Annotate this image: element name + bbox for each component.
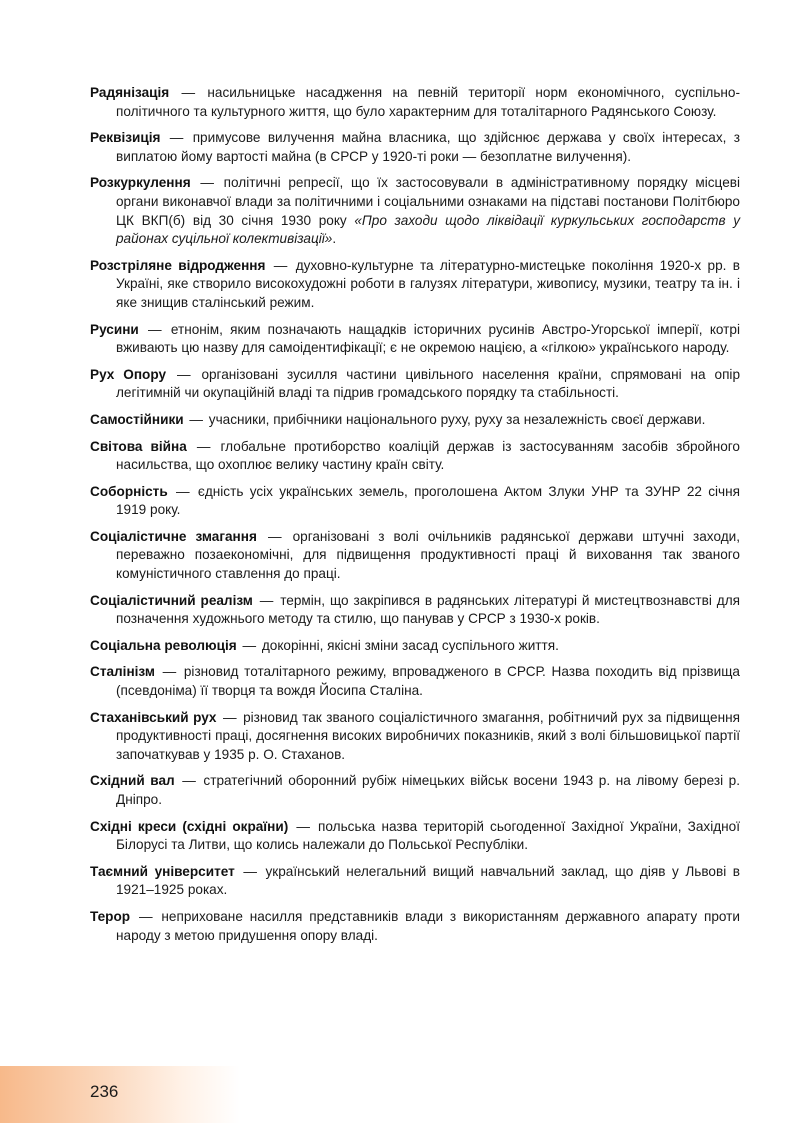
glossary-definition: докорінні, якісні зміни засад суспільного життя.	[261, 637, 559, 653]
glossary-term: Таємний університет	[90, 863, 235, 879]
glossary-entry	[90, 411, 740, 430]
glossary-term: Соціальна революція	[90, 637, 237, 653]
glossary-list	[90, 84, 740, 953]
glossary-definition: політичні репресії, що їх застосовували в адміністративному порядку місцеві органи виконавчої влади за політичними і соціальними ознаками на підставі постанови Політбюро ЦК ВКП(б) від 30 січня 1930 року	[116, 175, 740, 228]
em-dash: —	[181, 85, 196, 100]
em-dash: —	[200, 175, 214, 191]
glossary-term: Соборність	[90, 483, 168, 499]
em-dash: —	[182, 773, 196, 789]
em-dash: —	[242, 637, 257, 653]
glossary-entry	[90, 663, 740, 700]
glossary-entry	[90, 129, 740, 166]
em-dash: —	[259, 592, 274, 608]
glossary-term: Рух Опору	[90, 366, 167, 382]
glossary-entry	[90, 366, 740, 403]
glossary-entry	[90, 818, 740, 855]
glossary-definition-tail: .	[332, 231, 337, 247]
glossary-definition: організовані зусилля частини цивільного населення країни, спрямовані на опір легітимній чи окупаційній владі та підрив громадського порядку та стабільності.	[116, 366, 741, 401]
glossary-term: Терор	[90, 908, 131, 924]
glossary-term: Розстріляне відродження	[90, 257, 266, 273]
glossary-definition: насильницьке насадження на певній території норм економічного, суспільно-політичного та культурного життя, що було характерним для тоталітарного Радянського Союзу.	[116, 85, 740, 119]
em-dash: —	[196, 438, 211, 454]
glossary-term: Самостійники	[90, 411, 184, 427]
glossary-definition: польська назва територій сьогоденної Західної України, Західної Білорусі та Литви, що колись належали до Польської Республіки.	[116, 818, 741, 853]
glossary-definition: стратегічний оборонний рубіж німецьких військ восени 1943 р. на лівому березі р. Дніпро.	[116, 773, 740, 807]
glossary-definition: різновид тоталітарного режиму, впровадженого в СРСР. Назва походить від прізвища (псевдоніма) її творця та вождя Йосипа Сталіна.	[116, 664, 740, 699]
glossary-entry	[90, 863, 740, 900]
glossary-definition: український нелегальний вищий навчальний заклад, що діяв у Львові в 1921–1925 роках.	[116, 863, 741, 898]
glossary-term: Світова війна	[90, 438, 187, 454]
glossary-entry	[90, 908, 740, 945]
glossary-definition: глобальне протиборство коаліцій держав із застосуванням засобів збройного насильства, що охоплює велику частину країн світу.	[116, 438, 740, 473]
glossary-entry	[90, 483, 740, 520]
glossary-entry	[90, 772, 740, 809]
glossary-entry	[90, 174, 740, 248]
em-dash: —	[273, 257, 288, 273]
glossary-entry	[90, 592, 740, 629]
glossary-term: Розкуркулення	[90, 175, 191, 191]
glossary-entry	[90, 528, 740, 584]
em-dash: —	[176, 366, 191, 382]
em-dash: —	[148, 321, 162, 337]
glossary-definition: різновид так званого соціалістичного змагання, робітничий рух за підвищення продуктивності праці, досягнення високих виробничих показників, який з волі більшовицької партії започаткував у 1935 р. О. Стаханов.	[116, 709, 740, 762]
glossary-entry	[90, 438, 740, 475]
glossary-definition: етнонім, яким позначають нащадків історичних русинів Австро-Угорської імперії, котрі вживають цю назву для самоідентифікації; є не окремою нацією, а «гілкою» українського народу.	[116, 321, 740, 356]
glossary-entry	[90, 84, 740, 121]
glossary-definition: духовно-культурне та літературно-мистецьке покоління 1920-х рр. в Україні, яке створило високохудожні роботи в галузях літератури, живопису, музики, театру та ін. і яке знищив сталінський режим.	[116, 257, 740, 310]
glossary-definition: примусове вилучення майна власника, що здійснює держава у своїх інтересах, з виплатою йому вартості майна (в СРСР у 1920-ті роки — безоплатне вилучення).	[116, 130, 740, 164]
page-number: 236	[90, 1082, 119, 1101]
glossary-term: Стаханівський рух	[90, 709, 217, 725]
glossary-italic-quote: «Про заходи щодо ліквідації куркульських господарств у районах суцільної колективізації»	[116, 212, 741, 247]
glossary-term: Радянізація	[90, 85, 170, 100]
glossary-definition: термін, що закріпився в радянських літературі й мистецтвознавстві для позначення художнього методу та стилю, що панував у СРСР з 1930-х років.	[116, 592, 740, 627]
em-dash: —	[162, 664, 177, 680]
em-dash: —	[296, 818, 310, 834]
em-dash: —	[176, 483, 190, 499]
glossary-term: Русини	[90, 321, 139, 337]
glossary-term: Східні креси (східні окраїни)	[90, 818, 289, 834]
glossary-definition: організовані з волі очільників радянської держави штучні заходи, переважно позаекономічні, для підвищення продуктивності праці й виховання так званого комуністичного ставлення до праці.	[116, 528, 741, 582]
glossary-definition: неприховане насилля представників влади з використанням державного апарату проти народу з метою придушення опору владі.	[116, 908, 740, 943]
glossary-entry	[90, 709, 740, 765]
glossary-entry	[90, 257, 740, 313]
em-dash: —	[169, 130, 184, 146]
glossary-term: Реквізиція	[90, 130, 161, 146]
glossary-term: Сталінізм	[90, 664, 155, 680]
glossary-term: Східний вал	[90, 773, 175, 789]
glossary-term: Соціалістичне змагання	[90, 528, 257, 544]
glossary-entry	[90, 637, 740, 656]
em-dash: —	[243, 863, 257, 879]
glossary-term: Соціалістичний реалізм	[90, 592, 253, 608]
em-dash: —	[138, 908, 153, 924]
footer-color-band	[0, 1066, 240, 1123]
em-dash: —	[267, 528, 282, 544]
em-dash: —	[222, 709, 237, 725]
glossary-definition: учасники, прибічники національного руху, руху за незалежність своєї держави.	[208, 411, 706, 427]
glossary-entry	[90, 321, 740, 358]
em-dash: —	[189, 411, 203, 427]
glossary-definition: єдність усіх українських земель, проголошена Актом Злуки УНР та ЗУНР 22 січня 1919 року.	[116, 483, 741, 518]
